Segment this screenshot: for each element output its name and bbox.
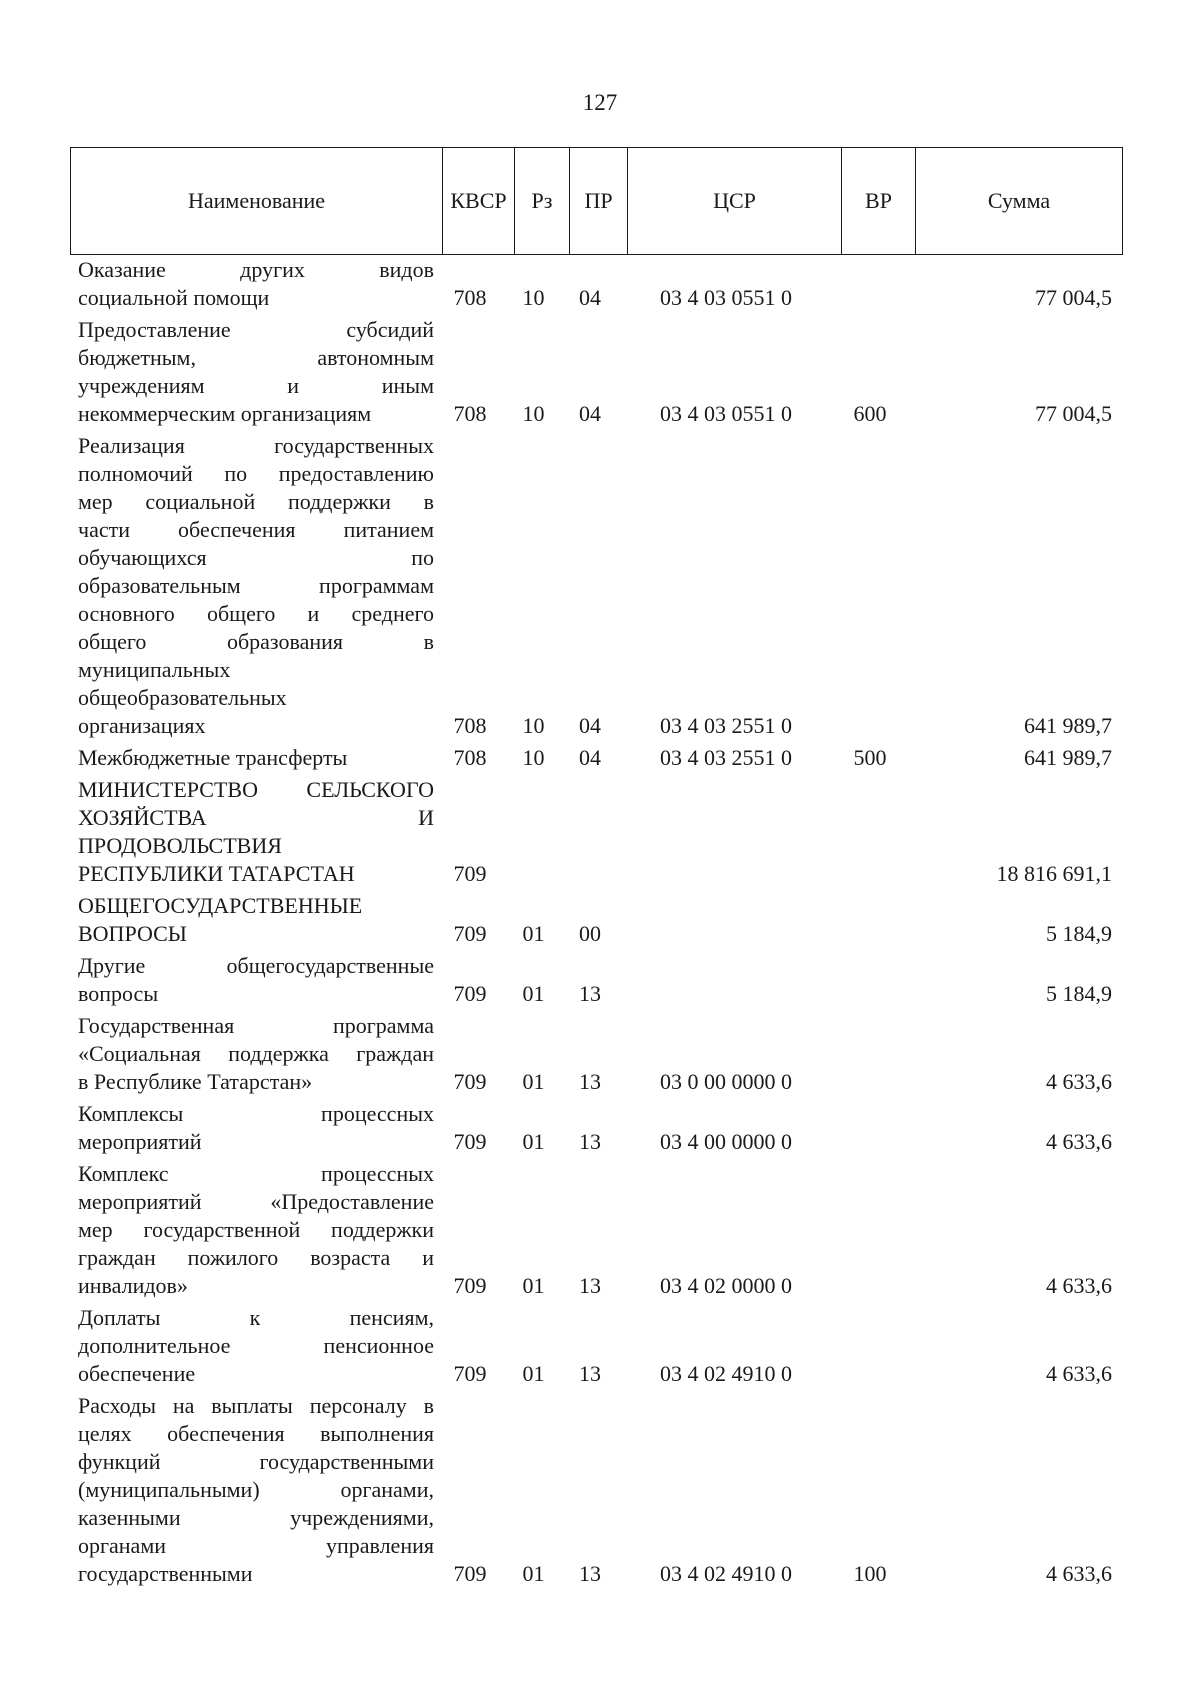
row-rz: 10 xyxy=(522,285,545,310)
row-name-line: общего образования в xyxy=(78,629,434,654)
row-name-line: целях обеспечения выполнения xyxy=(78,1421,434,1446)
row-name xyxy=(70,744,434,772)
row-csr: 03 4 03 0551 0 xyxy=(660,401,792,426)
row-name xyxy=(70,1012,434,1096)
row-csr: 03 0 00 0000 0 xyxy=(660,1069,792,1094)
table-row xyxy=(70,892,1122,948)
table-row xyxy=(70,1392,1122,1588)
row-kvsr: 709 xyxy=(453,1561,487,1586)
row-name xyxy=(70,1392,434,1588)
table-row xyxy=(70,256,1122,312)
table-row xyxy=(70,1012,1122,1096)
header-name: Наименование xyxy=(71,148,443,255)
row-name-line: государственными xyxy=(78,1561,253,1586)
row-name-line: РЕСПУБЛИКИ ТАТАРСТАН xyxy=(78,861,355,886)
row-name-line: мероприятий xyxy=(78,1129,202,1154)
row-name-line: обучающихся по xyxy=(78,545,434,570)
table-row xyxy=(70,744,1122,772)
row-sum: 4 633,6 xyxy=(1046,1069,1112,1094)
row-name xyxy=(70,432,434,740)
row-name-line: Комплексы процессных xyxy=(78,1101,434,1126)
row-name-line: МИНИСТЕРСТВО СЕЛЬСКОГО xyxy=(78,777,434,802)
row-rz: 10 xyxy=(522,713,545,738)
row-kvsr: 709 xyxy=(453,1273,487,1298)
row-name-line: Реализация государственных xyxy=(78,433,434,458)
row-name-line: функций государственными xyxy=(78,1449,434,1474)
row-name-line: мер государственной поддержки xyxy=(78,1217,434,1242)
row-kvsr: 708 xyxy=(453,401,487,426)
row-name-line: общеобразовательных xyxy=(78,685,287,710)
row-name-line: части обеспечения питанием xyxy=(78,517,434,542)
row-name-line: Комплекс процессных xyxy=(78,1161,434,1186)
row-sum: 4 633,6 xyxy=(1046,1129,1112,1154)
row-csr: 03 4 02 4910 0 xyxy=(660,1561,792,1586)
table-row xyxy=(70,1304,1122,1388)
header-vr: ВР xyxy=(842,148,916,255)
row-name-line: Расходы на выплаты персоналу в xyxy=(78,1393,434,1418)
row-sum: 4 633,6 xyxy=(1046,1273,1112,1298)
row-csr: 03 4 03 2551 0 xyxy=(660,713,792,738)
row-rz: 01 xyxy=(522,981,545,1006)
row-kvsr: 708 xyxy=(453,713,487,738)
row-name-line: Межбюджетные трансферты xyxy=(78,745,348,770)
row-csr: 03 4 02 4910 0 xyxy=(660,1361,792,1386)
row-name-line: ОБЩЕГОСУДАРСТВЕННЫЕ xyxy=(78,893,363,918)
row-name-line: учреждениям и иным xyxy=(78,373,434,398)
row-pr: 13 xyxy=(579,1069,601,1094)
row-kvsr: 709 xyxy=(453,921,487,946)
row-name-line: Доплаты к пенсиям, xyxy=(78,1305,434,1330)
row-name xyxy=(70,1304,434,1388)
row-csr: 03 4 00 0000 0 xyxy=(660,1129,792,1154)
row-name xyxy=(70,1160,434,1300)
row-pr: 04 xyxy=(579,401,601,426)
row-pr: 13 xyxy=(579,1361,601,1386)
row-name-line: Предоставление субсидий xyxy=(78,317,434,342)
row-pr: 13 xyxy=(579,1129,601,1154)
row-kvsr: 709 xyxy=(453,1129,487,1154)
row-kvsr: 708 xyxy=(453,285,487,310)
row-kvsr: 709 xyxy=(453,981,487,1006)
row-pr: 13 xyxy=(579,1273,601,1298)
row-pr: 13 xyxy=(579,981,601,1006)
row-name-line: в Республике Татарстан» xyxy=(78,1069,313,1094)
row-name-line: инвалидов» xyxy=(78,1273,188,1298)
header-csr: ЦСР xyxy=(628,148,842,255)
row-sum: 77 004,5 xyxy=(1035,285,1112,310)
row-pr: 00 xyxy=(579,921,601,946)
row-name-line: ПРОДОВОЛЬСТВИЯ xyxy=(78,833,282,858)
row-kvsr: 708 xyxy=(453,745,487,770)
row-name-line: вопросы xyxy=(78,981,159,1006)
row-name-line: ВОПРОСЫ xyxy=(78,921,187,946)
row-rz: 01 xyxy=(522,1561,545,1586)
row-name-line: мер социальной поддержки в xyxy=(78,489,434,514)
row-rz: 01 xyxy=(522,921,545,946)
row-pr: 04 xyxy=(579,285,601,310)
row-pr: 04 xyxy=(579,745,601,770)
row-sum: 5 184,9 xyxy=(1046,921,1112,946)
row-name-line: ХОЗЯЙСТВА И xyxy=(78,805,434,830)
row-sum: 5 184,9 xyxy=(1046,981,1112,1006)
row-sum: 4 633,6 xyxy=(1046,1561,1112,1586)
row-csr: 03 4 03 0551 0 xyxy=(660,285,792,310)
row-name-line: бюджетным, автономным xyxy=(78,345,434,370)
row-name-line: Оказание других видов xyxy=(78,257,434,282)
table-row xyxy=(70,776,1122,888)
row-name-line: образовательным программам xyxy=(78,573,434,598)
row-rz: 10 xyxy=(522,401,545,426)
row-vr: 100 xyxy=(853,1561,887,1586)
table-row xyxy=(70,432,1122,740)
row-name-line: Другие общегосударственные xyxy=(78,953,434,978)
row-vr: 600 xyxy=(853,401,887,426)
row-rz: 01 xyxy=(522,1129,545,1154)
row-name-line: дополнительное пенсионное xyxy=(78,1333,434,1358)
row-name-line: Государственная программа xyxy=(78,1013,434,1038)
row-name-line: органами управления xyxy=(78,1533,434,1558)
row-pr: 13 xyxy=(579,1561,601,1586)
row-name xyxy=(70,892,434,948)
row-sum: 641 989,7 xyxy=(1024,713,1112,738)
row-name-line: «Социальная поддержка граждан xyxy=(78,1041,434,1066)
row-name xyxy=(70,316,434,428)
row-name xyxy=(70,952,434,1008)
row-name xyxy=(70,1100,434,1156)
header-rz: Рз xyxy=(515,148,570,255)
row-csr: 03 4 03 2551 0 xyxy=(660,745,792,770)
row-name-line: (муниципальными) органами, xyxy=(78,1477,434,1502)
row-name xyxy=(70,256,434,312)
row-kvsr: 709 xyxy=(453,1361,487,1386)
row-name-line: организациях xyxy=(78,713,206,738)
table-row xyxy=(70,952,1122,1008)
row-name xyxy=(70,776,434,888)
row-name-line: граждан пожилого возраста и xyxy=(78,1245,434,1270)
row-sum: 18 816 691,1 xyxy=(996,861,1112,886)
table-row xyxy=(70,1100,1122,1156)
table-header xyxy=(70,147,1123,255)
row-name-line: социальной помощи xyxy=(78,285,270,310)
row-pr: 04 xyxy=(579,713,601,738)
row-rz: 01 xyxy=(522,1361,545,1386)
header-kvsr: КВСР xyxy=(443,148,515,255)
header-sum: Сумма xyxy=(916,148,1123,255)
row-csr: 03 4 02 0000 0 xyxy=(660,1273,792,1298)
row-name-line: некоммерческим организациям xyxy=(78,401,372,426)
table-row xyxy=(70,1160,1122,1300)
row-sum: 77 004,5 xyxy=(1035,401,1112,426)
row-name-line: казенными учреждениями, xyxy=(78,1505,434,1530)
row-name-line: обеспечение xyxy=(78,1361,196,1386)
row-sum: 641 989,7 xyxy=(1024,745,1112,770)
header-pr: ПР xyxy=(570,148,628,255)
row-sum: 4 633,6 xyxy=(1046,1361,1112,1386)
row-name-line: мероприятий «Предоставление xyxy=(78,1189,434,1214)
row-name-line: муниципальных xyxy=(78,657,231,682)
row-rz: 01 xyxy=(522,1273,545,1298)
row-kvsr: 709 xyxy=(453,861,487,886)
table-body xyxy=(70,256,1122,1592)
row-rz: 10 xyxy=(522,745,545,770)
row-vr: 500 xyxy=(853,745,887,770)
row-kvsr: 709 xyxy=(453,1069,487,1094)
row-rz: 01 xyxy=(522,1069,545,1094)
row-name-line: основного общего и среднего xyxy=(78,601,434,626)
page-number: 127 xyxy=(582,90,618,115)
table-row xyxy=(70,316,1122,428)
row-name-line: полномочий по предоставлению xyxy=(78,461,434,486)
